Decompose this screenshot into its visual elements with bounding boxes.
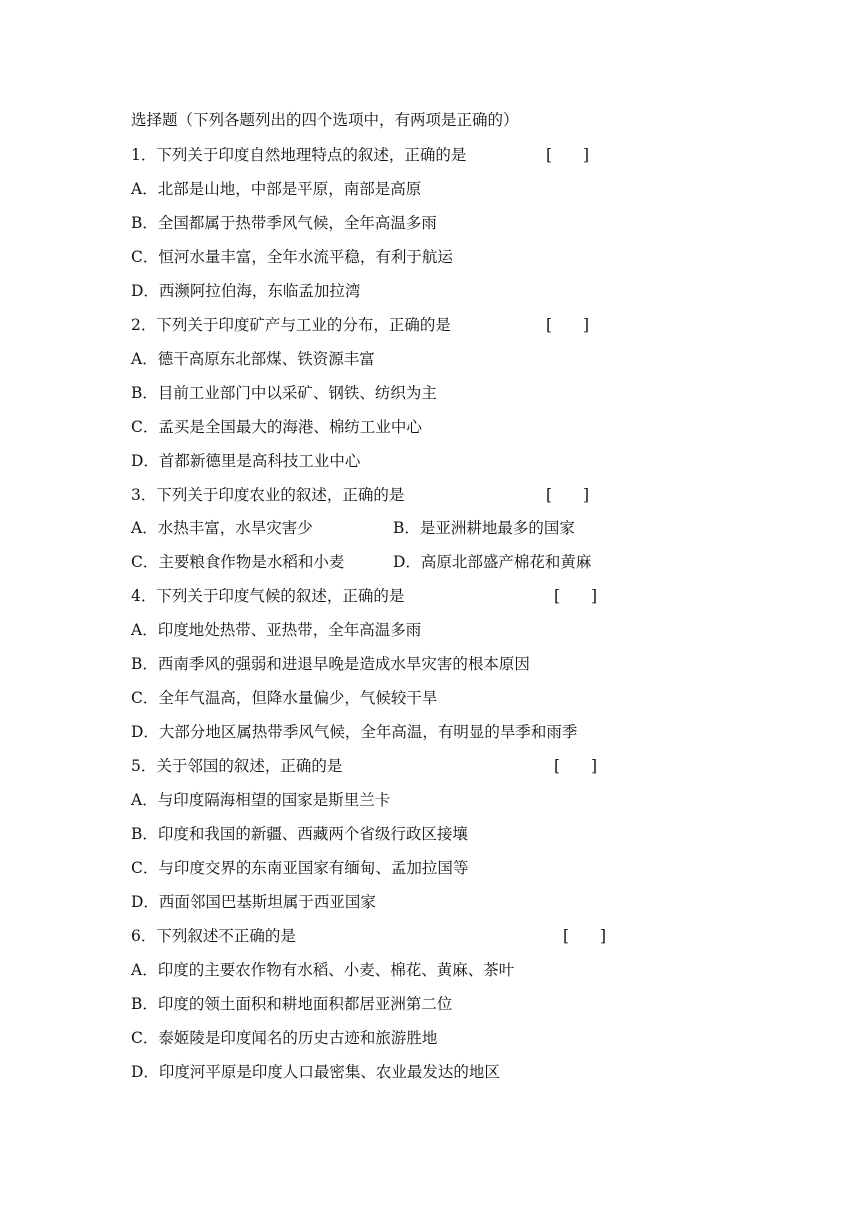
question-6-answer-bracket: [ ] bbox=[563, 927, 607, 945]
question-5-answer-bracket: [ ] bbox=[554, 757, 598, 775]
question-2-stem: 2．下列关于印度矿产与工业的分布，正确的是 bbox=[131, 316, 451, 334]
question-2-option-a: A．德干高原东北部煤、铁资源丰富 bbox=[131, 350, 375, 368]
question-6-option-d: D．印度河平原是印度人口最密集、农业最发达的地区 bbox=[131, 1063, 500, 1081]
question-3-stem: 3．下列关于印度农业的叙述，正确的是 bbox=[131, 486, 405, 504]
question-3-option-row-ab bbox=[131, 516, 751, 540]
question-6-option-b: B．印度的领土面积和耕地面积都居亚洲第二位 bbox=[131, 995, 453, 1013]
question-3-option-a: A．水热丰富，水旱灾害少 bbox=[131, 519, 313, 537]
question-2-answer-bracket: [ ] bbox=[546, 316, 590, 334]
question-5-option-b: B．印度和我国的新疆、西藏两个省级行政区接壤 bbox=[131, 825, 468, 843]
question-4-option-a: A．印度地处热带、亚热带，全年高温多雨 bbox=[131, 621, 422, 639]
question-5-option-c: C．与印度交界的东南亚国家有缅甸、孟加拉国等 bbox=[131, 859, 469, 877]
question-3-option-b: B．是亚洲耕地最多的国家 bbox=[393, 519, 575, 537]
question-1-option-d: D．西濒阿拉伯海，东临孟加拉湾 bbox=[131, 282, 361, 300]
question-6-option-a: A．印度的主要农作物有水稻、小麦、棉花、黄麻、茶叶 bbox=[131, 961, 515, 979]
question-2-option-d: D．首都新德里是高科技工业中心 bbox=[131, 452, 361, 470]
question-6-option-c: C．泰姬陵是印度闻名的历史古迹和旅游胜地 bbox=[131, 1029, 438, 1047]
question-4-option-d: D．大部分地区属热带季风气候，全年高温，有明显的旱季和雨季 bbox=[131, 723, 578, 741]
question-4-option-b: B．西南季风的强弱和进退早晚是造成水旱灾害的根本原因 bbox=[131, 655, 530, 673]
question-3-option-d: D．高原北部盛产棉花和黄麻 bbox=[393, 553, 592, 571]
question-1-stem: 1．下列关于印度自然地理特点的叙述，正确的是 bbox=[131, 146, 467, 164]
question-5-option-d: D．西面邻国巴基斯坦属于西亚国家 bbox=[131, 893, 376, 911]
question-3-option-row-cd bbox=[131, 550, 751, 574]
question-2-option-b: B．目前工业部门中以采矿、钢铁、纺织为主 bbox=[131, 384, 437, 402]
question-5-stem: 5．关于邻国的叙述，正确的是 bbox=[131, 757, 343, 775]
question-4-stem: 4．下列关于印度气候的叙述，正确的是 bbox=[131, 587, 405, 605]
question-5-option-a: A．与印度隔海相望的国家是斯里兰卡 bbox=[131, 791, 391, 809]
question-3-option-c: C．主要粮食作物是水稻和小麦 bbox=[131, 553, 345, 571]
question-1-option-c: C．恒河水量丰富，全年水流平稳，有利于航运 bbox=[131, 248, 453, 266]
question-1-answer-bracket: [ ] bbox=[546, 146, 590, 164]
question-4-option-c: C．全年气温高，但降水量偏少，气候较干旱 bbox=[131, 689, 438, 707]
question-1-option-a: A．北部是山地，中部是平原，南部是高原 bbox=[131, 180, 422, 198]
question-4-answer-bracket: [ ] bbox=[554, 587, 598, 605]
question-1-option-b: B．全国都属于热带季风气候，全年高温多雨 bbox=[131, 214, 437, 232]
question-2-option-c: C．孟买是全国最大的海港、棉纺工业中心 bbox=[131, 418, 422, 436]
section-instruction: 选择题（下列各题列出的四个选项中，有两项是正确的） bbox=[131, 111, 519, 129]
question-6-stem: 6．下列叙述不正确的是 bbox=[131, 927, 296, 945]
question-3-answer-bracket: [ ] bbox=[546, 486, 590, 504]
